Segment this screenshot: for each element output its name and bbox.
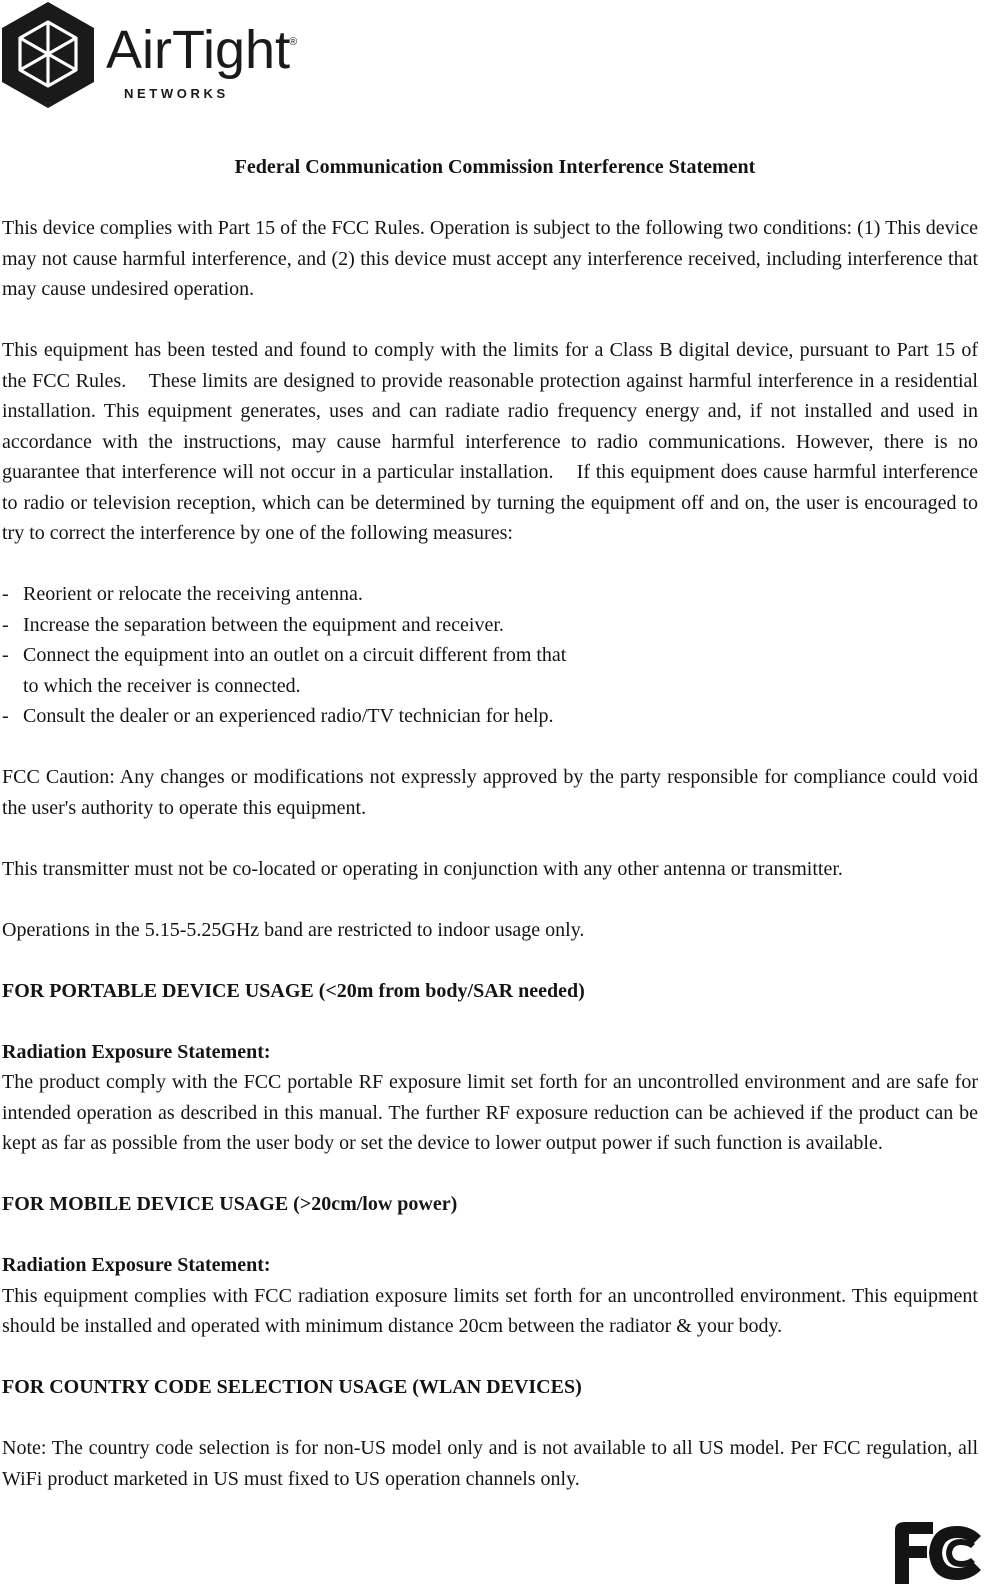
list-item-text-continued: to which the receiver is connected. [23, 674, 301, 697]
paragraph-class-b: This equipment has been tested and found to comply with the limits for a Class B digital device, pursuant to Part 15 of the FCC Rules. These limits are designed to provide reasonable protection against harmful interference in a residential installation. This equipment generates, uses and can radiate radio frequency energy and, if not installed and used in accordance with the instructions, may cause harmful interference to radio communications. However, there is no guarantee that interference will not occur in a particular installation. If this equipment does cause harmful interference to radio or television reception, which can be determined by turning the equipment off and on, the user is encouraged to try to correct the interference by one of the following measures: [2, 339, 983, 544]
list-item [2, 701, 978, 732]
list-item [2, 610, 978, 641]
subheading-mobile-radiation: Radiation Exposure Statement: [2, 1254, 271, 1276]
paragraph-mobile-radiation: This equipment complies with FCC radiation exposure limits set forth for an uncontrolled environment. This equipment should be installed and operated with minimum distance 20cm between the radiator & your body. [2, 1284, 978, 1337]
list-dash: - [2, 644, 9, 666]
cube-icon [0, 0, 320, 115]
page-title: Federal Communication Commission Interference Statement [234, 156, 756, 178]
list-item-text: Connect the equipment into an outlet on a circuit different from that [23, 644, 567, 666]
list-item [2, 579, 978, 610]
heading-country-code: FOR COUNTRY CODE SELECTION USAGE (WLAN DEVICES) [2, 1376, 582, 1398]
logo-brand: AirTight [106, 20, 291, 80]
paragraph-country-code: Note: The country code selection is for non-US model only and is not available to all US model. Per FCC regulation, all WiFi product marketed in US must fixed to US operation channels only. [2, 1437, 978, 1490]
subheading-portable-radiation: Radiation Exposure Statement: [2, 1040, 271, 1063]
paragraph-portable-radiation: The product comply with the FCC portable RF exposure limit set forth for an uncontrolled environment and are safe for intended operation as described in this manual. The further RF exposure reduction can be achieved if the product can be kept as far as possible from the user body or set the device to lower output power if such function is available. [2, 1071, 978, 1154]
paragraph-fcc-caution: FCC Caution: Any changes or modifications not expressly approved by the party responsible for compliance could void the user's authority to operate this equipment. [2, 766, 978, 819]
list-item [2, 640, 978, 701]
logo-networks: N E T W O R K S [124, 86, 226, 101]
paragraph-transmitter: This transmitter must not be co-located or operating in conjunction with any other antenna or transmitter. [2, 857, 843, 880]
paragraph-compliance: This device complies with Part 15 of the FCC Rules. Operation is subject to the following two conditions: (1) This device may not cause harmful interference, and (2) this device must accept any interference received, including interference that may cause undesired operation. [2, 217, 978, 300]
list-item-text: Reorient or relocate the receiving antenna. [23, 583, 363, 605]
airtight-logo [0, 0, 320, 115]
paragraph-band: Operations in the 5.15-5.25GHz band are restricted to indoor usage only. [2, 918, 585, 941]
list-item-text: Consult the dealer or an experienced radio/TV technician for help. [23, 705, 554, 727]
list-dash: - [2, 705, 9, 727]
list-dash: - [2, 613, 9, 636]
document-body [2, 152, 983, 1494]
measures-list [2, 579, 978, 732]
logo-registered: ® [289, 36, 298, 48]
list-item-text: Increase the separation between the equipment and receiver. [23, 613, 504, 636]
list-dash: - [2, 583, 9, 605]
fcc-logo-icon [893, 1520, 983, 1586]
heading-portable: FOR PORTABLE DEVICE USAGE (<20m from body/SAR needed) [2, 979, 585, 1002]
heading-mobile: FOR MOBILE DEVICE USAGE (>20cm/low power) [2, 1193, 458, 1215]
